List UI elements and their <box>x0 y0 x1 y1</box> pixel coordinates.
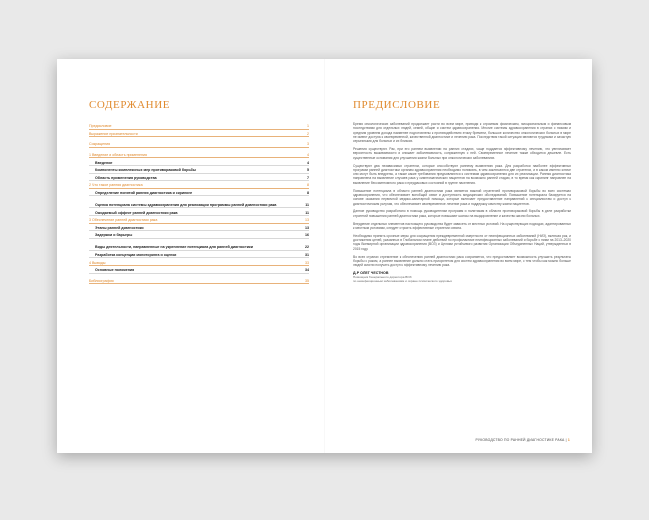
preface-paragraphs <box>353 122 571 267</box>
contents-title: СОДЕРЖАНИЕ <box>89 99 171 111</box>
toc-entry-label: Компоненты комплексных мер противораковой борьбы <box>95 168 196 173</box>
preface-paragraph: Повышение потенциала в области ранней диагностики рака является важной стратегией противораковой борьбы во всех системах здравоохранения, что обеспечивает всеобщий охват и доступность медицинских обследований. Повышение потенциала базируется на основе оказания первичной медико-санитарной помощи, которые включает предоставление направлений к специалистам и доступ к диагностическим услугам, что обеспечивает своевременное лечение рака и поддержку качеству жизни пациентов. <box>353 188 571 206</box>
toc-entry-label: 3 Обеспечение ранней диагностики рака <box>89 218 158 223</box>
toc-entry-label: Предисловие <box>89 124 112 129</box>
toc-entry-label: Разработка концепции мониторинга и оценки <box>95 252 177 257</box>
preface-body <box>353 122 571 283</box>
toc-entry-label: Виды деятельности, направленные на укрепление потенциала для ранней диагностики <box>95 245 253 250</box>
toc-entry-label: Основные положения <box>95 268 135 273</box>
toc-subsection-entry[interactable] <box>89 266 309 274</box>
toc-section-entry[interactable] <box>89 130 309 138</box>
toc-subsection-entry[interactable] <box>89 196 309 208</box>
toc-entry-page: 8 <box>307 190 309 195</box>
toc-entry-page: 3 <box>307 142 309 147</box>
signature-role-line2: по неинфекционным заболеваниям и охране психического здоровья <box>353 279 452 284</box>
toc-entry-page: 22 <box>305 245 309 250</box>
toc-section-entry[interactable] <box>89 151 309 159</box>
toc-subsection-entry[interactable] <box>89 174 309 182</box>
preface-title: ПРЕДИСЛОВИЕ <box>353 99 441 111</box>
toc-entry-page: 2 <box>307 131 309 136</box>
signature-role-line1: Помощник Генерального директора ВОЗ <box>353 275 412 280</box>
toc-subsection-entry[interactable] <box>89 166 309 174</box>
toc-section-entry[interactable] <box>89 216 309 224</box>
toc-entry-page: 33 <box>305 260 309 265</box>
toc-section-entry[interactable] <box>89 181 309 189</box>
toc-entry-page: 13 <box>305 225 309 230</box>
toc-entry-label: Введение <box>95 160 113 165</box>
page-footer: РУКОВОДСТВО ПО РАННЕЙ ДИАГНОСТИКЕ РАКА | 1 <box>475 438 570 442</box>
book-spine <box>324 59 325 453</box>
toc-entry-page: 11 <box>305 210 309 215</box>
toc-entry-page: 11 <box>305 202 309 207</box>
toc-entry-page: 34 <box>305 268 309 273</box>
toc-subsection-entry[interactable] <box>89 251 309 259</box>
toc-entry-label: Выражение признательности <box>89 131 138 136</box>
toc-entry-page: 35 <box>305 278 309 283</box>
preface-paragraph: Решения существуют. Рак, при его раннем выявлении на ранних стадиях, чаще поддается эффективному лечению, что увеличивает вероятность выживаемости и снижает заболеваемость, сопряженную с ней. Своевременное лечение также обходится дешевле. Есть существенные основания для улучшения жизни больных при онкологических заболеваниях. <box>353 147 571 160</box>
footer-running-title: РУКОВОДСТВО ПО РАННЕЙ ДИАГНОСТИКЕ РАКА <box>475 438 565 442</box>
toc-entry-label: Сокращения <box>89 142 111 147</box>
toc-section-entry[interactable] <box>89 277 309 285</box>
toc-entry-page: 31 <box>305 252 309 257</box>
toc-subsection-entry[interactable] <box>89 189 309 197</box>
preface-paragraph: Внедрение отдельных элементов настоящего руководства будет зависеть от местных условий. На существующих подходах, адаптированных к местным условиям, следует строить эффективные стратегии охвата. <box>353 221 571 230</box>
toc-entry-label: 1 Введение и область применения <box>89 152 147 157</box>
toc-entry-page: 16 <box>305 233 309 238</box>
toc-entry-page: 4 <box>307 152 309 157</box>
toc-section-entry[interactable] <box>89 122 309 130</box>
table-of-contents <box>89 122 309 284</box>
toc-entry-page: 13 <box>305 218 309 223</box>
toc-entry-label: Определение понятий ранняя диагностика и скрининг <box>95 190 193 195</box>
toc-entry-label: Задержки и барьеры <box>95 233 133 238</box>
preface-paragraph: Необходимо принять срочные меры для сокращения преждевременной смертности от неинфекционных заболеваний (НИЗ), включая рак, и достижения целей, указанных в Глобальном плане действий по профилактике неинфекционных заболеваний и борьбе с ними на 2013–2020 годы Всемирной организации здравоохранения (ВОЗ) и Целями устойчивого развития Организации Объединенных Наций, утвержденных в 2015 году. <box>353 233 571 251</box>
toc-entry-page: 8 <box>307 183 309 188</box>
toc-entry-label: Область применения руководства <box>95 175 157 180</box>
toc-entry-page: 7 <box>307 175 309 180</box>
preface-paragraph: Бремя онкологических заболеваний продолжает расти во всем мире, приводя к огромным физическим, эмоциональным и финансовым последствиям для отдельных людей, семей, общин и систем здравоохранения. Многие системы здравоохранения в странах с низким и средним уровнем дохода наименее подготовлены к противодействию этому бремени, большое количество онкологических больных в мире не имеют доступа к своевременной, качественной диагностике и лечению рака. Последствия такой ситуации являются трудными и зачастую серьезными для больных и их близких. <box>353 122 571 144</box>
toc-entry-label: Библиография <box>89 278 114 283</box>
preface-paragraph: Во всех странах стремление к обеспечению ранней диагностики рака сохраняется, что предоставляет возможность улучшить результаты борьбы с раком, а раннее выявление должно стать приоритетом для систем здравоохранения во всем мире, с тем чтобы как можно больше людей смогли получить доступ к эффективному лечению рака. <box>353 254 571 268</box>
toc-entry-label: 2 Что такое ранняя диагностика <box>89 183 143 188</box>
signature-name: Д-Р ОЛЕГ ЧЕСТНОВ <box>353 271 389 276</box>
toc-entry-page: 1 <box>307 124 309 129</box>
toc-entry-label: Ожидаемый эффект ранней диагностики рака <box>95 210 178 215</box>
toc-section-entry[interactable] <box>89 140 309 148</box>
book-spread <box>57 59 592 453</box>
toc-entry-label: 4 Выводы <box>89 260 106 265</box>
preface-paragraph: Данное руководство разработано в помощь руководителям программ и политикам в области противораковой борьбы в деле разработки стратегий повышения ранней диагностики рака, которые повышают шансы на выздоровление и качество жизни больных. <box>353 209 571 218</box>
preface-paragraph: Существуют два независимых стратегии, которые способствуют раннему выявлению рака. Для разработки наиболее эффективных программ ранней диагностики органам здравоохранения необходимо понимать, в чем заключаются две стратегии, и в каком именно ключе они могут быть внедрены, а также какие требования предъявляются к системам здравоохранения для их реализации. Ранняя диагностика направлена на выявление случаев рака у симптоматических пациентов на возможно ранней стадии, в то время как скрининг направлен на выявление бессимптомного рака и предраковых состояний в группе населения. <box>353 163 571 185</box>
toc-subsection-entry[interactable] <box>89 239 309 251</box>
toc-subsection-entry[interactable] <box>89 208 309 216</box>
toc-entry-label: Этапы ранней диагностики <box>95 225 144 230</box>
toc-subsection-entry[interactable] <box>89 231 309 239</box>
toc-entry-label: Оценка потенциала системы здравоохранения для реализации программы ранней диагностики рака <box>95 202 277 207</box>
toc-entry-page: 5 <box>307 168 309 173</box>
toc-subsection-entry[interactable] <box>89 158 309 166</box>
toc-section-entry[interactable] <box>89 258 309 266</box>
page-number: 1 <box>567 438 570 442</box>
toc-entry-page: 4 <box>307 160 309 165</box>
toc-subsection-entry[interactable] <box>89 224 309 232</box>
